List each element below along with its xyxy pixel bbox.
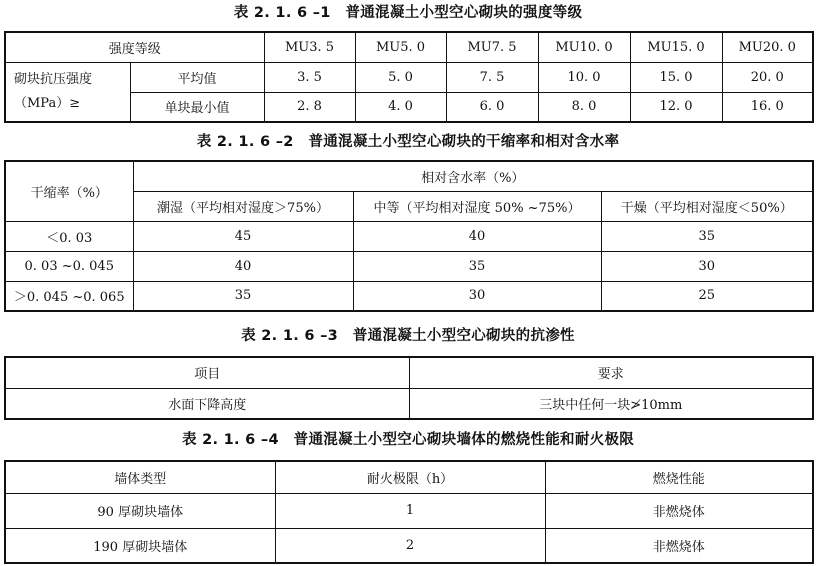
value-cell: 40 — [353, 221, 601, 251]
value-cell: 水面下降高度 — [5, 388, 409, 419]
subheader-cell: 中等（平均相对湿度 50% ~75%） — [353, 191, 601, 221]
row-label-cell: ＞0. 045 ~0. 065 — [5, 281, 133, 311]
row-header-cell: 干缩率（%） — [5, 161, 133, 221]
subheader-cell: 潮湿（平均相对湿度＞75%） — [133, 191, 353, 221]
header-cell: MU5. 0 — [355, 32, 446, 62]
header-cell: MU20. 0 — [722, 32, 813, 62]
value-cell: 7. 5 — [446, 62, 538, 92]
fire-resistance-table — [4, 460, 814, 564]
group-label-cell: 砌块抗压强度（MPa）≥ — [5, 62, 130, 122]
header-cell: 要求 — [409, 357, 813, 388]
value-cell: 三块中任何一块≯10mm — [409, 388, 813, 419]
table4-caption: 表 2. 1. 6 –4 普通混凝土小型空心砌块墙体的燃烧性能和耐火极限 — [181, 432, 635, 448]
impermeability-table — [4, 356, 814, 420]
header-cell: MU15. 0 — [630, 32, 722, 62]
table-header-row — [5, 357, 813, 388]
value-cell: 25 — [601, 281, 813, 311]
table-header-row — [5, 161, 813, 191]
row-label-cell: 0. 03 ~0. 045 — [5, 251, 133, 281]
value-cell: 15. 0 — [630, 62, 722, 92]
row-label-cell: 平均值 — [130, 62, 264, 92]
header-cell: 燃烧性能 — [545, 461, 813, 494]
value-cell: 30 — [353, 281, 601, 311]
header-cell: 项目 — [5, 357, 409, 388]
value-cell: 1 — [275, 494, 545, 529]
table3-caption: 表 2. 1. 6 –3 普通混凝土小型空心砌块的抗渗性 — [241, 328, 575, 344]
shrinkage-moisture-table — [4, 160, 814, 312]
value-cell: 3. 5 — [264, 62, 355, 92]
subheader-cell: 干燥（平均相对湿度＜50%） — [601, 191, 813, 221]
table-row — [5, 251, 813, 281]
group-header-cell: 相对含水率（%） — [133, 161, 813, 191]
value-cell: 2. 8 — [264, 92, 355, 122]
value-cell: 35 — [601, 221, 813, 251]
value-cell: 非燃烧体 — [545, 494, 813, 529]
value-cell: 4. 0 — [355, 92, 446, 122]
value-cell: 10. 0 — [538, 62, 630, 92]
strength-grade-table — [4, 31, 814, 123]
table-header-row — [5, 32, 813, 62]
table-row — [5, 388, 813, 419]
header-cell: 墙体类型 — [5, 461, 275, 494]
value-cell: 90 厚砌块墙体 — [5, 494, 275, 529]
value-cell: 12. 0 — [630, 92, 722, 122]
table-row — [5, 221, 813, 251]
value-cell: 30 — [601, 251, 813, 281]
header-cell: 耐火极限（h） — [275, 461, 545, 494]
table-row — [5, 62, 813, 92]
header-cell: MU7. 5 — [446, 32, 538, 62]
header-cell: MU10. 0 — [538, 32, 630, 62]
value-cell: 40 — [133, 251, 353, 281]
header-cell: 强度等级 — [5, 32, 264, 62]
row-label-cell: 单块最小值 — [130, 92, 264, 122]
value-cell: 35 — [133, 281, 353, 311]
table-row — [5, 494, 813, 529]
value-cell: 20. 0 — [722, 62, 813, 92]
value-cell: 45 — [133, 221, 353, 251]
value-cell: 35 — [353, 251, 601, 281]
value-cell: 非燃烧体 — [545, 528, 813, 563]
row-label-cell: ＜0. 03 — [5, 221, 133, 251]
header-cell: MU3. 5 — [264, 32, 355, 62]
value-cell: 190 厚砌块墙体 — [5, 528, 275, 563]
value-cell: 8. 0 — [538, 92, 630, 122]
value-cell: 5. 0 — [355, 62, 446, 92]
table-row — [5, 528, 813, 563]
table1-caption: 表 2. 1. 6 –1 普通混凝土小型空心砌块的强度等级 — [233, 5, 583, 21]
table-row — [5, 281, 813, 311]
value-cell: 16. 0 — [722, 92, 813, 122]
table2-caption: 表 2. 1. 6 –2 普通混凝土小型空心砌块的干缩率和相对含水率 — [196, 134, 620, 150]
value-cell: 2 — [275, 528, 545, 563]
value-cell: 6. 0 — [446, 92, 538, 122]
table-header-row — [5, 461, 813, 494]
